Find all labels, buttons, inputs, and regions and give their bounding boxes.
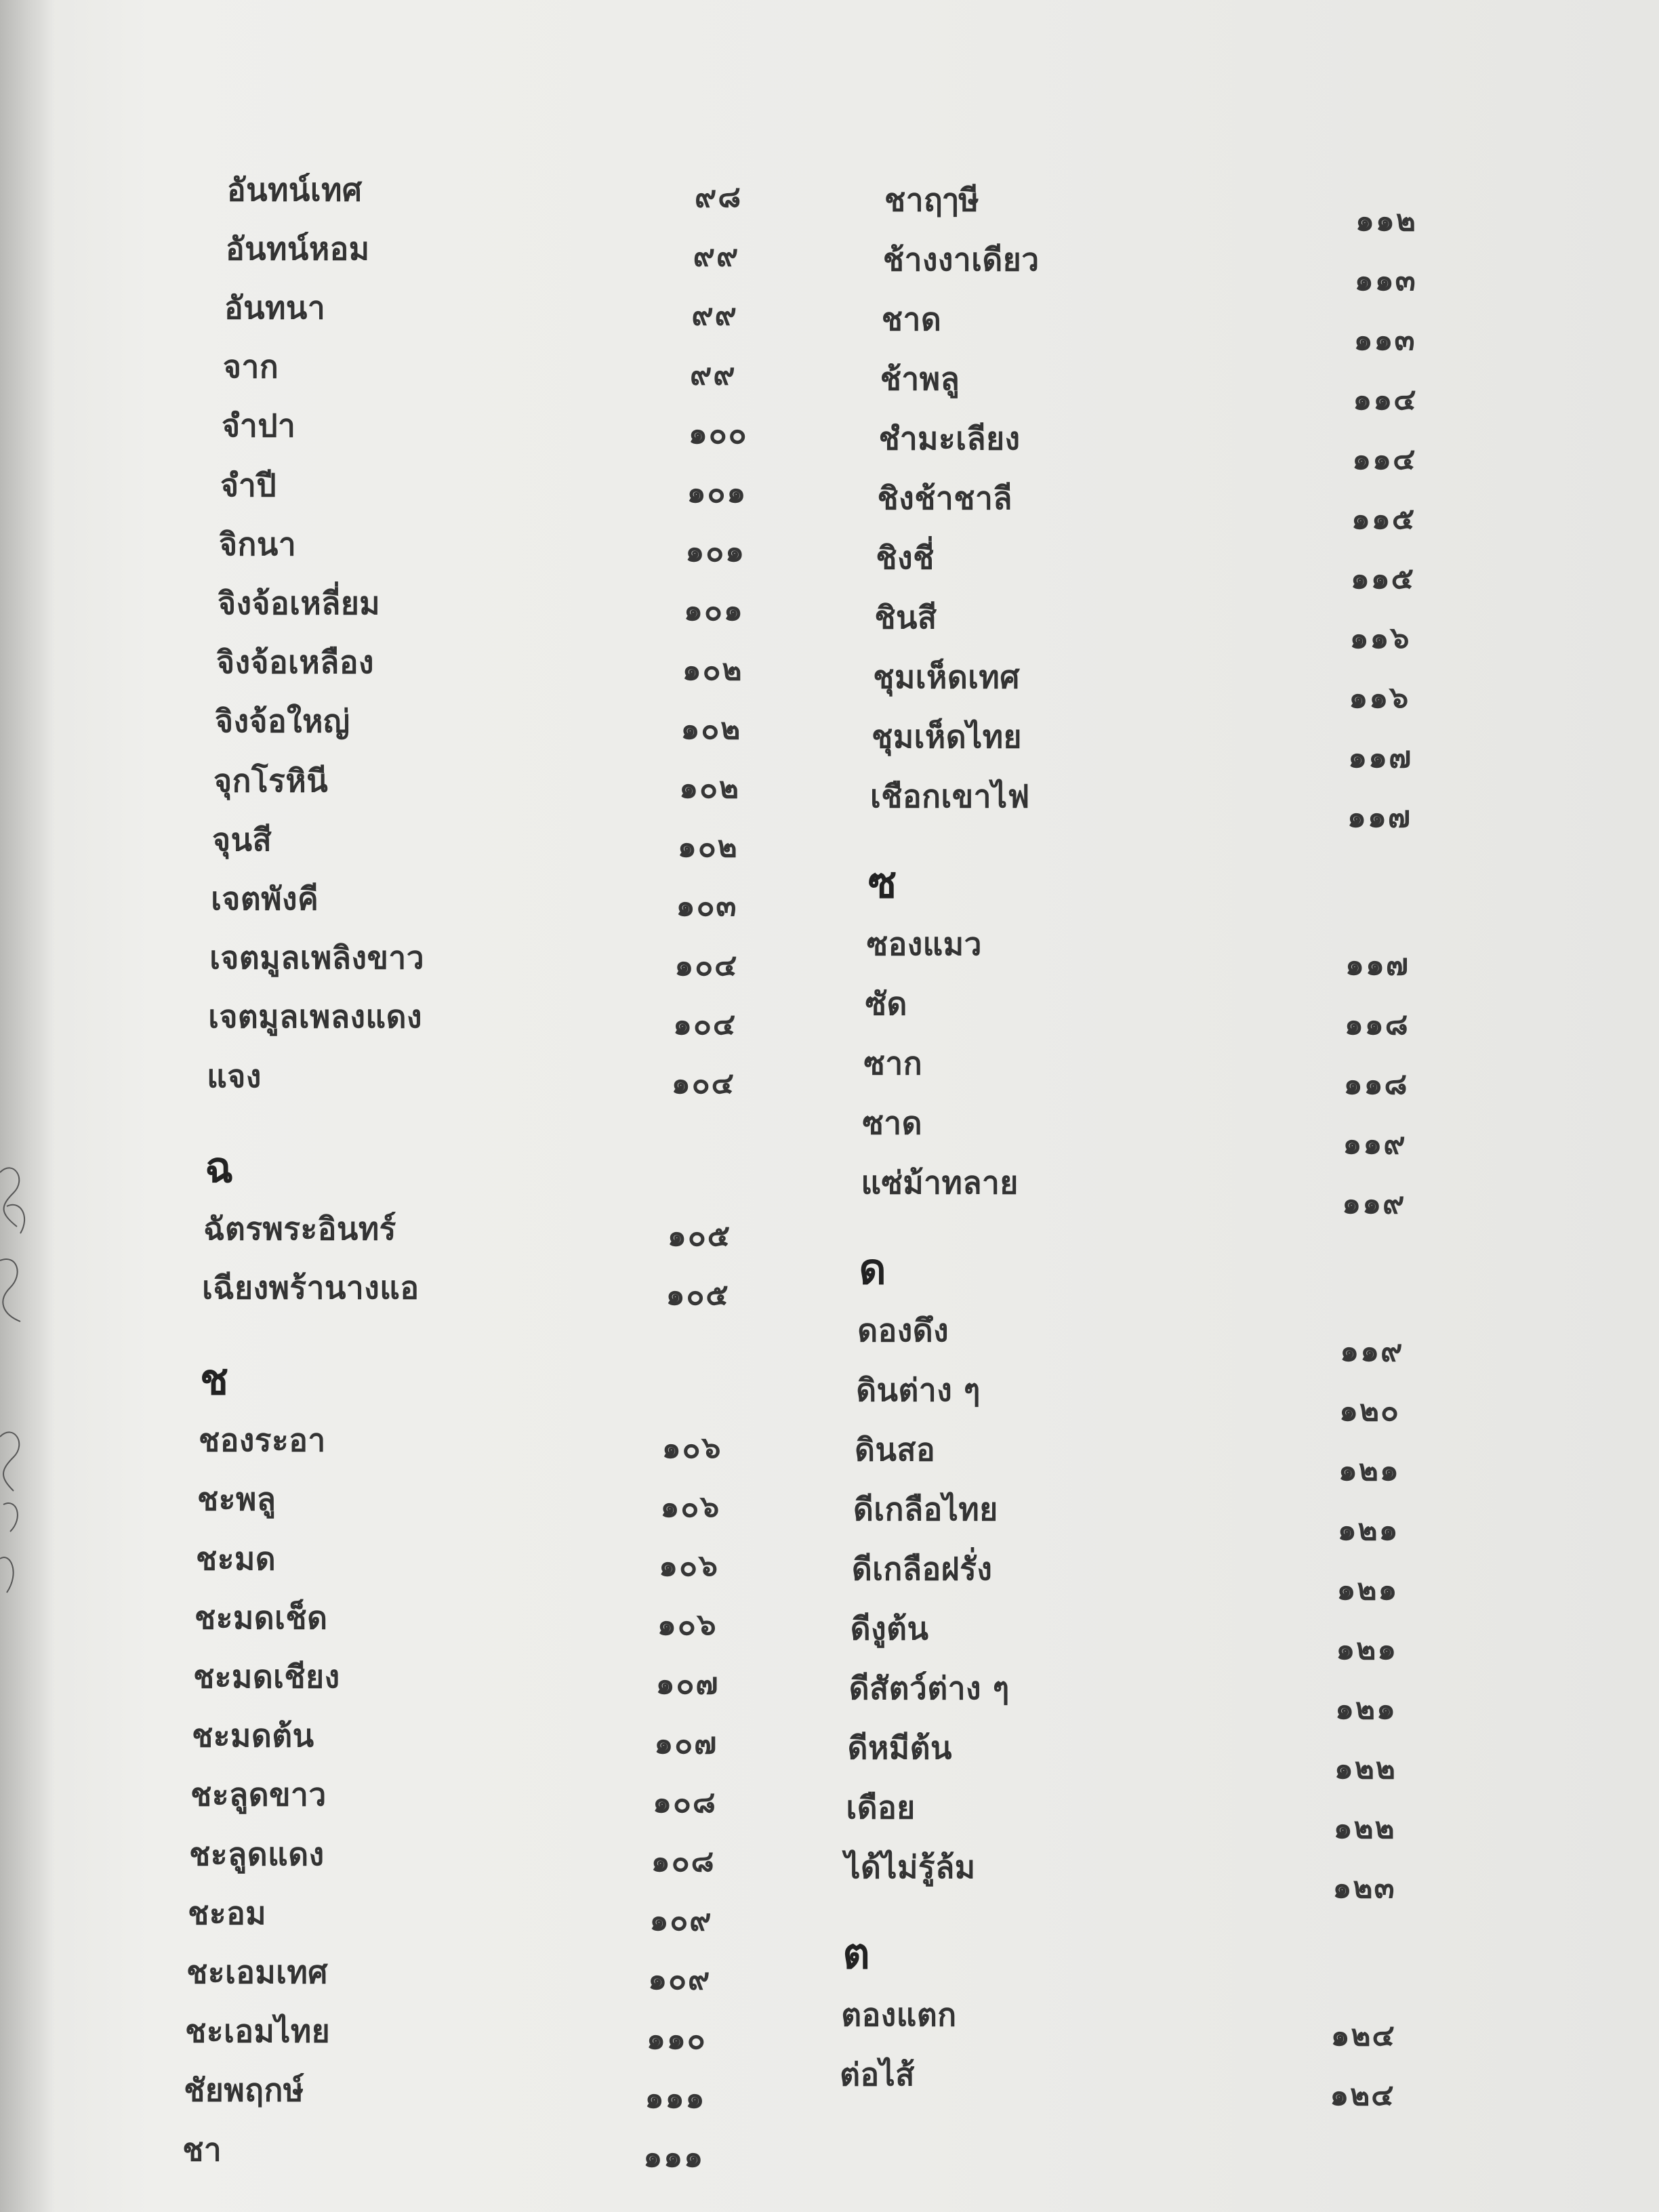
index-page-number: ๑๒๑ (1337, 1513, 1399, 1547)
section-heading (200, 1356, 228, 1404)
index-entry (856, 1366, 981, 1414)
index-entry (227, 166, 363, 213)
index-entry (880, 355, 960, 403)
index-term: ชุมเห็ดไทย (872, 718, 1023, 755)
index-entry (215, 698, 350, 745)
index-entry (209, 935, 424, 982)
index-page-number: ๑๐๒ (677, 830, 739, 865)
index-page-number: ๑๐๕ (667, 1218, 731, 1254)
index-page-number: ๑๐๒ (682, 652, 743, 687)
index-entry (184, 2067, 304, 2114)
index-page-number: ๑๐๖ (660, 1489, 721, 1524)
index-page-number: ๑๐๒ (680, 711, 742, 746)
index-entry (857, 1307, 949, 1354)
index-entry (882, 295, 941, 343)
index-term: ชะพลู (197, 1481, 276, 1518)
index-entry (207, 1052, 262, 1100)
index-page-number: ๑๐๗ (655, 1666, 720, 1702)
index-term: ชิงชี่ (876, 539, 935, 576)
index-page-number: ๑๑๗ (1347, 800, 1412, 834)
index-page-number: ๑๑๘ (1344, 1007, 1410, 1042)
index-term: ชะอม (188, 1894, 267, 1931)
index-term: อันทน์เทศ (227, 171, 363, 208)
index-term: ชะมด (196, 1540, 276, 1577)
index-term: เชือกเขาไฟ (870, 777, 1030, 815)
section-heading (842, 1930, 869, 1978)
index-page-number: ๑๒๒ (1334, 1751, 1397, 1786)
index-page-number: ๙๙ (690, 356, 737, 392)
index-entry (188, 1889, 266, 1937)
index-term: ซองแมว (866, 925, 982, 962)
index-page-number: ๑๒๑ (1338, 1453, 1400, 1488)
index-page-number: ๑๑๗ (1345, 947, 1410, 982)
index-term: ดินต่าง ๆ (856, 1371, 981, 1408)
section-heading (868, 859, 897, 907)
index-page-number: ๑๒๔ (1330, 2018, 1396, 2053)
index-page-number: ๑๐๖ (657, 1607, 718, 1643)
index-term: ช้าพลู (880, 360, 960, 397)
index-term: ดีสัตว์ต่าง ๆ (848, 1669, 1010, 1706)
index-page-number: ๑๐๔ (671, 1066, 735, 1101)
index-entry (219, 520, 296, 568)
book-gutter-shadow (0, 0, 54, 2212)
index-page-number: ๑๑๓ (1353, 323, 1416, 357)
index-page-number: ๑๑๔ (1352, 442, 1417, 476)
index-page-number: ๑๐๔ (673, 1006, 737, 1042)
index-term: ดีเกลือฝรั่ง (851, 1550, 993, 1587)
index-entry (864, 1040, 922, 1087)
index-term: จาก (223, 348, 279, 386)
index-term: ชา (182, 2131, 222, 2168)
index-entry (223, 344, 279, 391)
index-term: ชำมะเลียง (878, 419, 1021, 457)
index-page-number: ๙๙ (691, 298, 738, 333)
index-page-number: ๑๑๙ (1340, 1334, 1404, 1368)
section-heading-letter: ซ (868, 858, 897, 907)
index-term: ชะเอมเทศ (186, 1953, 328, 1990)
index-page-number: ๑๐๘ (651, 1844, 716, 1879)
index-term: ชุมเห็ดเทศ (873, 658, 1020, 695)
index-term: จิงจ้อเหลี่ยม (218, 584, 381, 621)
index-page-number: ๑๐๔ (674, 947, 739, 983)
index-term: ชะเอมไทย (185, 2013, 331, 2050)
index-term: จิงจ้อเหลือง (216, 644, 374, 681)
index-entry (226, 225, 370, 272)
index-term: ชินสี (874, 598, 937, 636)
index-page-number: ๑๑๗ (1348, 740, 1413, 775)
index-term: ซาก (863, 1044, 923, 1082)
index-entry (876, 534, 934, 581)
index-term: ช้างงาเดียว (882, 241, 1040, 278)
index-page-number: ๑๒๑ (1336, 1632, 1398, 1666)
index-entry (212, 816, 272, 863)
index-term: ชะลูดขาว (190, 1776, 327, 1814)
index-entry (189, 1830, 324, 1878)
index-term: ชัยพฤกษ์ (184, 2072, 304, 2109)
index-page-number: ๑๑๕ (1351, 501, 1416, 536)
section-heading-letter: ฉ (205, 1143, 234, 1193)
index-entry (186, 1948, 328, 1996)
index-entry (197, 1476, 276, 1523)
index-page-number: ๑๐๖ (661, 1430, 722, 1465)
index-page-number: ๑๑๑ (644, 2080, 706, 2115)
index-entry (872, 713, 1022, 760)
index-term: เฉียงพร้านางแอ (202, 1269, 419, 1306)
index-entry (867, 920, 982, 968)
index-term: เจตมูลเพลิงขาว (209, 939, 425, 977)
index-page-number: ๑๑๖ (1349, 680, 1410, 715)
index-page-number: ๑๐๙ (648, 1962, 712, 1997)
index-entry (211, 875, 319, 922)
index-page-number: ๑๐๑ (684, 593, 744, 628)
index-term: จำปี (220, 466, 277, 504)
index-term: จิกนา (219, 525, 297, 562)
index-term: เดือย (846, 1788, 916, 1826)
index-entry (849, 1664, 1010, 1712)
index-page-number: ๑๐๖ (659, 1549, 719, 1583)
index-page-number: ๑๒๑ (1335, 1692, 1397, 1726)
index-entry (873, 653, 1020, 701)
index-entry (870, 773, 1030, 820)
index-entry (196, 1535, 276, 1582)
index-entry (851, 1605, 929, 1652)
index-entry (203, 1205, 396, 1252)
index-page-number: ๙๘ (695, 180, 743, 214)
index-term: อันทน์หอม (226, 230, 370, 267)
index-entry (224, 284, 325, 331)
index-page-number: ๑๑๘ (1343, 1067, 1409, 1101)
index-entry (884, 176, 979, 224)
index-entry (861, 1159, 1018, 1206)
section-heading-letter: ด (859, 1244, 886, 1294)
index-page-number: ๑๐๐ (688, 415, 748, 451)
index-page-number: ๑๒๓ (1332, 1870, 1396, 1905)
index-term: ดีงูต้น (850, 1610, 929, 1647)
index-page-number: ๙๙ (693, 239, 740, 274)
index-entry (220, 462, 276, 509)
index-term: ชาด (881, 300, 942, 337)
index-entry (190, 1771, 327, 1819)
index-page-number: ๑๑๑ (643, 2139, 705, 2174)
index-term: ฉัตรพระอินทร์ (203, 1210, 396, 1247)
index-term: ดีเกลือไทย (853, 1490, 998, 1528)
index-term: ตองแตก (841, 1996, 957, 2033)
index-entry (879, 415, 1021, 462)
index-term: ชาฤๅษี (884, 181, 980, 218)
index-entry (194, 1594, 327, 1641)
index-entry (844, 1843, 975, 1891)
index-term: จุนสี (212, 821, 272, 858)
index-term: ซัด (865, 985, 907, 1022)
index-term: จำปา (222, 407, 296, 445)
index-entry (846, 1784, 916, 1831)
index-entry (852, 1545, 992, 1593)
index-page-number: ๑๒๔ (1330, 2078, 1395, 2112)
index-term: อันทนา (224, 289, 326, 326)
index-page-number: ๑๑๒ (1355, 203, 1417, 238)
index-entry (216, 639, 374, 687)
index-entry (199, 1417, 326, 1465)
index-term: ดองดึง (857, 1311, 949, 1349)
index-term: ซาด (862, 1104, 922, 1141)
section-heading-letter: ช (200, 1354, 229, 1404)
index-term: จุกโรหินี (213, 762, 329, 799)
index-term: แซ่ม้าทลาย (861, 1164, 1019, 1201)
index-page-number: ๑๑๐ (646, 2021, 707, 2056)
index-entry (222, 403, 295, 450)
section-heading (205, 1144, 233, 1191)
index-entry (202, 1264, 419, 1311)
index-term: ดินสอ (855, 1431, 936, 1468)
index-entry (193, 1653, 340, 1700)
index-entry (865, 980, 907, 1027)
index-entry (874, 594, 937, 641)
index-page-number: ๑๒๐ (1339, 1393, 1400, 1428)
index-term: ต่อไส้ (840, 2055, 915, 2093)
section-heading (859, 1246, 886, 1293)
index-term: ได้ไม่รู้ล้ม (844, 1848, 976, 1885)
index-entry (185, 2008, 330, 2055)
index-entry (855, 1426, 935, 1473)
index-entry (182, 2126, 222, 2173)
index-entry (208, 994, 422, 1041)
index-entry (213, 757, 328, 804)
index-page-number: ๑๒๑ (1336, 1572, 1399, 1607)
floral-illustration-edge (0, 1152, 41, 1626)
index-page-number: ๑๒๒ (1333, 1811, 1396, 1845)
index-page-number: ๑๐๒ (679, 771, 740, 805)
index-entry (878, 474, 1012, 522)
index-page-number: ๑๐๑ (687, 475, 747, 510)
index-term: จิงจ้อใหญ่ (215, 703, 350, 740)
index-page-number: ๑๑๖ (1349, 621, 1411, 655)
index-entry (883, 236, 1040, 283)
index-page-number: ๑๑๓ (1354, 263, 1417, 298)
index-term: ชะลูดแดง (189, 1835, 325, 1872)
index-entry (192, 1713, 314, 1760)
index-entry (218, 579, 380, 627)
index-page-number: ๑๑๙ (1342, 1186, 1406, 1221)
index-term: ชะมดเชียง (193, 1658, 340, 1695)
index-entry (853, 1486, 998, 1533)
index-page-number: ๑๑๙ (1343, 1126, 1407, 1161)
index-entry (840, 2051, 915, 2098)
index-page-number: ๑๐๘ (653, 1784, 717, 1820)
index-term: ดีหมีต้น (847, 1729, 952, 1766)
index-page-number: ๑๐๕ (665, 1277, 730, 1313)
index-page-number: ๑๑๕ (1350, 561, 1415, 596)
index-term: เจตมูลเพลงแดง (208, 998, 422, 1036)
index-page-number: ๑๐๑ (685, 534, 746, 569)
index-term: แจง (207, 1057, 262, 1094)
index-entry (848, 1724, 952, 1771)
index-term: ชองระอา (199, 1422, 326, 1459)
index-term: ชะมดเช็ด (194, 1599, 328, 1636)
section-heading-letter: ต (842, 1929, 870, 1978)
index-term: ชิงช้าชาลี (877, 479, 1012, 516)
index-page-number: ๑๐๓ (676, 888, 738, 924)
index-term: ชะมดต้น (192, 1717, 314, 1755)
index-entry (841, 1991, 956, 2039)
index-term: เจตพังคี (211, 880, 319, 917)
index-entry (863, 1099, 922, 1147)
index-page-number: ๑๑๔ (1353, 382, 1418, 417)
index-page-number: ๑๐๗ (654, 1725, 718, 1761)
index-page-number: ๑๐๙ (649, 1903, 713, 1938)
